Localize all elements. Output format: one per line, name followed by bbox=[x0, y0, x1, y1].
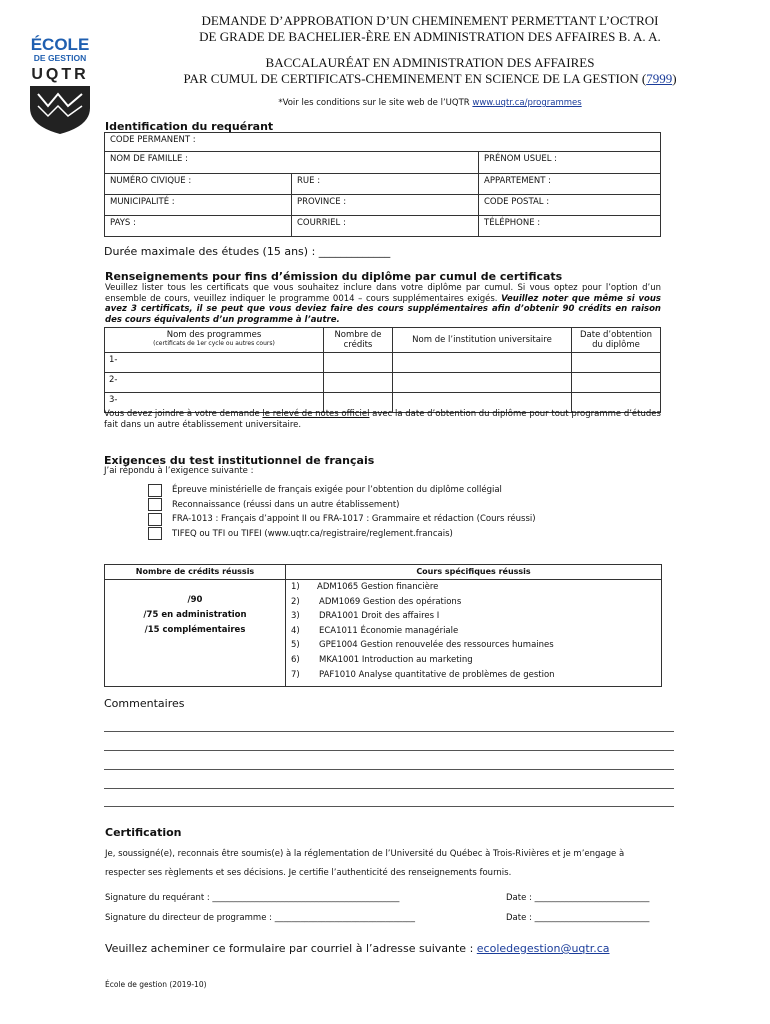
list-item: 2) ADM1069 Gestion des opérations bbox=[291, 596, 462, 607]
programmes-link[interactable]: www.uqtr.ca/programmes bbox=[472, 98, 582, 108]
municipalite-field[interactable]: MUNICIPALITÉ : bbox=[105, 195, 292, 216]
checkbox-epreuve[interactable] bbox=[148, 484, 162, 497]
credits-col-right: Cours spécifiques réussis bbox=[286, 565, 661, 580]
table-row[interactable]: 2- bbox=[105, 373, 661, 393]
date-requerant-field[interactable]: Date : ___________________________ bbox=[506, 893, 650, 903]
duree-field[interactable]: Durée maximale des études (15 ans) : _____________ bbox=[104, 245, 391, 258]
francais-heading: Exigences du test institutionnel de français bbox=[104, 454, 375, 467]
signature-requerant-field[interactable]: Signature du requérant : ____________________________________________ bbox=[105, 893, 400, 903]
appartement-field[interactable]: APPARTEMENT : bbox=[479, 174, 661, 195]
page-subtitle bbox=[110, 55, 750, 87]
francais-options: Épreuve ministérielle de français exigée pour l’obtention du diplôme collégial Reconnaissance (réussi dans un autre établissement) FRA-1013 : Français d’appoint II ou FRA-1017 : Grammaire et rédaction (Cours réussi) TIFEQ ou TFI ou TIFEI (www.uqtr.ca/registraire/reglement.francais) bbox=[148, 483, 536, 541]
releve-note: Vous devez joindre à votre demande le relevé de notes officiel avec la date d’obtention du diplôme pour tout programme d’études fait dans un autre établissement universitaire. bbox=[104, 409, 661, 430]
logo bbox=[24, 36, 96, 142]
title-line-2: DE GRADE DE BACHELIER-ÈRE EN ADMINISTRATION DES AFFAIRES B. A. A. bbox=[199, 29, 661, 44]
courriel-field[interactable]: COURRIEL : bbox=[292, 216, 479, 237]
col-date: Date d’obtention du diplôme bbox=[572, 328, 661, 353]
checkbox-reconnaissance[interactable] bbox=[148, 498, 162, 511]
programmes-table bbox=[104, 327, 661, 413]
comment-line[interactable] bbox=[104, 769, 674, 770]
page-title bbox=[110, 13, 750, 45]
col-programmes: Nom des programmes (certificats de 1er cycle ou autres cours) bbox=[105, 328, 324, 353]
francais-intro: J’ai répondu à l’exigence suivante : bbox=[104, 466, 254, 476]
numero-civique-field[interactable]: NUMÉRO CIVIQUE : bbox=[105, 174, 292, 195]
shield-icon bbox=[24, 84, 96, 136]
credits-table bbox=[104, 564, 662, 687]
list-item: 7) PAF1010 Analyse quantitative de problèmes de gestion bbox=[291, 669, 555, 680]
pays-field[interactable]: PAYS : bbox=[105, 216, 292, 237]
list-item: 4) ECA1011 Économie managériale bbox=[291, 625, 459, 636]
checkbox-tifeq[interactable] bbox=[148, 527, 162, 540]
certification-heading: Certification bbox=[105, 826, 182, 839]
list-item: 5) GPE1004 Gestion renouvelée des ressources humaines bbox=[291, 640, 554, 651]
title-line-1: DEMANDE D’APPROBATION D’UN CHEMINEMENT PERMETTANT L’OCTROI bbox=[201, 13, 659, 28]
signature-directeur-field[interactable]: Signature du directeur de programme : _________________________________ bbox=[105, 913, 415, 923]
logo-ecole: ÉCOLE bbox=[30, 35, 90, 54]
commentaires-heading: Commentaires bbox=[104, 697, 185, 710]
identification-table bbox=[104, 132, 661, 237]
credits-total[interactable]: /90 bbox=[187, 595, 203, 605]
table-row[interactable]: 3- bbox=[105, 393, 661, 413]
certification-text: Je, soussigné(e), reconnais être soumis(e) à la réglementation de l’Université du Québec à Trois-Rivières et je m’engage à respecter ses règlements et ses décisions. Je certifie l’authenticité des renseignements fournis. bbox=[105, 849, 625, 878]
subtitle-line-2: PAR CUMUL DE CERTIFICATS-CHEMINEMENT EN SCIENCE DE LA GESTION (7999) bbox=[183, 71, 677, 86]
identification-heading: Identification du requérant bbox=[105, 120, 274, 133]
credits-col-left: Nombre de crédits réussis bbox=[105, 565, 286, 580]
comment-line[interactable] bbox=[104, 731, 674, 732]
nom-famille-field[interactable]: NOM DE FAMILLE : bbox=[105, 152, 479, 174]
credits-administration[interactable]: /75 en administration bbox=[143, 610, 247, 620]
list-item: 1) ADM1065 Gestion financière bbox=[291, 582, 439, 592]
credits-complementaires[interactable]: /15 complémentaires bbox=[144, 625, 246, 635]
comment-line[interactable] bbox=[104, 788, 674, 789]
credits-left-values bbox=[105, 593, 285, 638]
list-item: 6) MKA1001 Introduction au marketing bbox=[291, 654, 473, 665]
date-directeur-field[interactable]: Date : ___________________________ bbox=[506, 913, 650, 923]
renseignements-heading: Renseignements pour fins d’émission du diplôme par cumul de certificats bbox=[105, 270, 563, 283]
province-field[interactable]: PROVINCE : bbox=[292, 195, 479, 216]
list-item: 3) DRA1001 Droit des affaires I bbox=[291, 611, 440, 622]
code-postal-field[interactable]: CODE POSTAL : bbox=[479, 195, 661, 216]
col-institution: Nom de l’institution universitaire bbox=[393, 328, 572, 353]
form-version: École de gestion (2019-10) bbox=[105, 980, 207, 989]
checkbox-fra[interactable] bbox=[148, 513, 162, 526]
email-link[interactable]: ecoledegestion@uqtr.ca bbox=[476, 942, 610, 955]
table-row[interactable]: 1- bbox=[105, 353, 661, 373]
credits-divider bbox=[285, 579, 286, 686]
program-code-link[interactable]: 7999 bbox=[646, 71, 673, 86]
course-list bbox=[291, 580, 656, 682]
code-permanent-field[interactable]: CODE PERMANENT : bbox=[105, 133, 661, 152]
comment-line[interactable] bbox=[104, 806, 674, 807]
col-credits: Nombre de crédits bbox=[324, 328, 393, 353]
renseignements-text: Veuillez lister tous les certificats que vous souhaitez inclure dans votre diplôme par cumul. Si vous optez pour l’option d’un ensemble de cours, veuillez indiquer le programme 0014 – cours supplémentaires exigés. Veuillez noter que même si vous avez 3 certificats, il se peut que vous deviez faire des cours supplémentaires afin d’obtenir 90 crédits en raison des cours équivalents d’un programme à l’autre. bbox=[105, 283, 661, 325]
prenom-field[interactable]: PRÉNOM USUEL : bbox=[479, 152, 661, 174]
rue-field[interactable]: RUE : bbox=[292, 174, 479, 195]
comment-line[interactable] bbox=[104, 750, 674, 751]
conditions-note: *Voir les conditions sur le site web de l’UQTR www.uqtr.ca/programmes bbox=[278, 98, 582, 108]
send-instructions: Veuillez acheminer ce formulaire par courriel à l’adresse suivante : ecoledegestion@uqtr.ca bbox=[105, 942, 610, 955]
subtitle-line-1: BACCALAURÉAT EN ADMINISTRATION DES AFFAIRES bbox=[265, 55, 595, 70]
logo-de-gestion: DE GESTION bbox=[33, 53, 87, 63]
telephone-field[interactable]: TÉLÉPHONE : bbox=[479, 216, 661, 237]
logo-uqtr: UQTR bbox=[31, 66, 89, 83]
